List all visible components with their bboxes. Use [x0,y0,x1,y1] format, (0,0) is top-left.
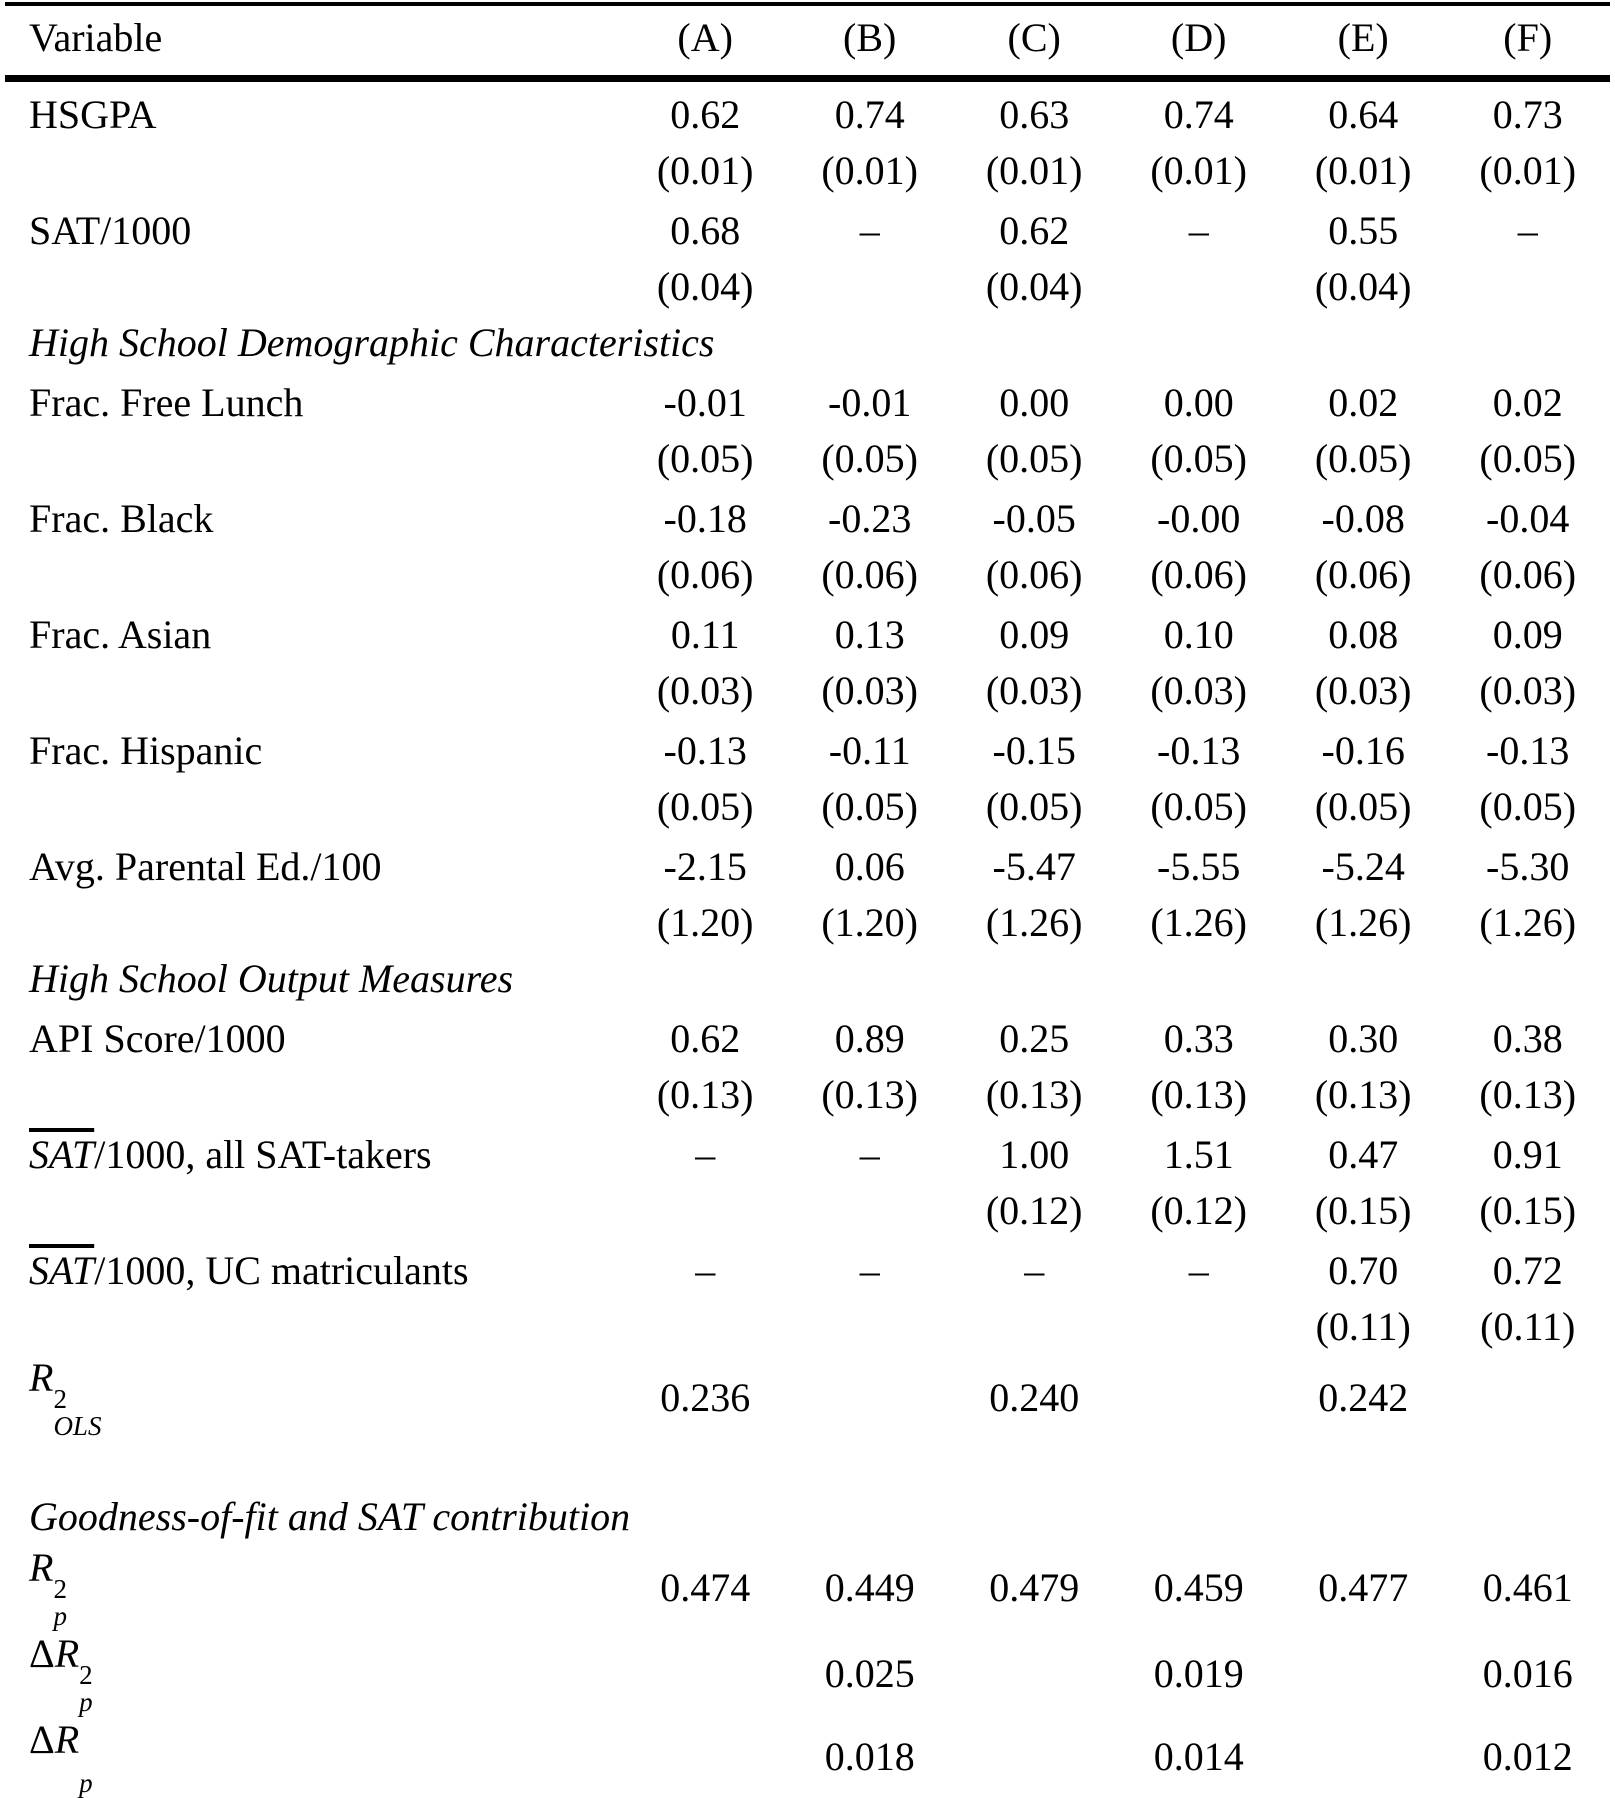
math-supsub [79,1743,93,1797]
variable-row [5,198,1610,258]
section-row [5,950,1610,1006]
coef-value: -0.16 [1321,727,1405,773]
column-header: (E) [1281,4,1446,79]
variable-label-cell [5,834,623,894]
stat-value: 0.459 [1153,1564,1244,1610]
row-label: Frac. Black [29,495,214,541]
stat-value [1116,1354,1281,1440]
math-supsub [53,1386,101,1440]
math-base: R [29,1545,54,1590]
math-base: R [54,1717,80,1762]
math-subscript: p [53,1601,67,1631]
coef-value: -0.01 [663,379,747,425]
coef-value: – [1517,207,1538,253]
section-header [5,950,1610,1006]
variable-row [5,1006,1610,1066]
stat-value [787,1354,952,1440]
stat-value: 0.018 [824,1734,915,1779]
coef-value: 0.73 [1492,91,1563,137]
coef-value: -0.01 [828,379,912,425]
coef-value: -5.55 [1157,843,1241,889]
row-label: Frac. Free Lunch [29,379,304,425]
stderr-value: (0.13) [821,1071,918,1117]
coef-value: 0.13 [834,611,905,657]
stat-value: 0.242 [1318,1374,1409,1420]
stat-value: 0.016 [1482,1650,1573,1696]
coef-value: 0.09 [999,611,1070,657]
stderr-value [1445,258,1610,314]
coef-value: – [1024,1247,1045,1293]
math-base: R [29,1355,54,1400]
coef-value: -0.04 [1486,495,1570,541]
stderr-value: (0.05) [821,783,918,829]
stderr-value [787,258,952,314]
coef-value: – [1188,207,1209,253]
stat-row [5,1354,1610,1440]
stderr-row [5,1066,1610,1122]
coef-value: 0.30 [1328,1015,1399,1061]
stderr-value: (0.13) [985,1071,1083,1117]
stderr-value: (0.03) [1479,667,1577,713]
stderr-value [952,1298,1117,1354]
variable-row [5,486,1610,546]
stderr-value: (0.03) [1150,667,1247,713]
stderr-value: (0.01) [1314,147,1412,193]
stderr-value: (0.13) [1314,1071,1412,1117]
stderr-label-spacer [5,662,623,718]
coef-value: -0.08 [1321,495,1405,541]
math-superscript: 2 [53,1384,67,1414]
stat-value: 0.479 [989,1564,1080,1610]
stderr-label-spacer [5,258,623,314]
column-header: (B) [787,4,952,79]
variable-label-cell [5,1122,623,1182]
stderr-value: (0.06) [821,551,918,597]
math-superscript: 2 [79,1660,93,1690]
coef-value: 0.72 [1492,1247,1563,1293]
variable-label-cell [5,486,623,546]
coef-value: 0.02 [1328,379,1399,425]
stderr-value: (0.04) [656,263,754,309]
coef-value: -0.15 [992,727,1076,773]
stderr-value: (0.12) [1150,1187,1247,1233]
coef-value: 0.74 [834,91,905,137]
coef-value: – [1188,1247,1209,1293]
stderr-row [5,258,1610,314]
regression-results-table [5,2,1610,1797]
stat-value: 0.474 [660,1564,751,1610]
variable-row [5,79,1610,143]
variable-row [5,602,1610,662]
variable-label-cell [5,718,623,778]
coef-value: 0.02 [1492,379,1563,425]
stat-value: 0.014 [1153,1734,1244,1779]
row-label: Frac. Hispanic [29,727,263,773]
variable-label-cell [5,602,623,662]
stderr-value: (1.20) [656,899,754,945]
stderr-row [5,1182,1610,1238]
table-head [5,4,1610,79]
stderr-label-spacer [5,1298,623,1354]
stderr-value: (1.26) [1479,899,1577,945]
stderr-value: (1.26) [1314,899,1412,945]
stat-value [952,1716,1117,1797]
coef-value: 0.11 [670,611,740,657]
stat-row [5,1630,1610,1716]
coef-value: 0.74 [1163,91,1234,137]
stderr-value: (0.01) [656,147,754,193]
coef-value: – [695,1131,716,1177]
section-header [5,314,1610,370]
stat-value [1281,1716,1446,1797]
stat-row [5,1716,1610,1797]
stat-label-cell [5,1354,623,1440]
stderr-label-spacer [5,1182,623,1238]
variable-row [5,834,1610,894]
coef-value: 0.25 [999,1015,1070,1061]
row-label: /1000, all SAT-takers [94,1131,432,1177]
variable-label-cell [5,79,623,143]
stderr-value: (0.04) [1314,263,1412,309]
stderr-value: (0.05) [1150,783,1247,829]
stderr-row [5,430,1610,486]
stderr-value: (1.26) [985,899,1083,945]
section-header [5,1488,1610,1544]
math-subscript: p [79,1768,93,1798]
coef-value: -5.24 [1321,843,1405,889]
stderr-value [1116,1298,1281,1354]
coef-value: -0.13 [663,727,747,773]
stat-value [1445,1354,1610,1440]
row-label: Goodness-of-fit and SAT contribution [29,1493,631,1539]
table-header-row [5,4,1610,79]
stderr-value: (0.05) [985,783,1083,829]
section-row [5,314,1610,370]
stat-value: 0.477 [1318,1564,1409,1610]
stat-value: 0.019 [1153,1650,1244,1696]
stat-value [952,1630,1117,1716]
coef-value: -0.18 [663,495,747,541]
stderr-label-spacer [5,546,623,602]
coef-value: -0.13 [1157,727,1241,773]
coef-value: 0.91 [1492,1131,1563,1177]
stderr-row [5,662,1610,718]
stderr-value: (0.03) [985,667,1083,713]
stderr-value [623,1298,788,1354]
sat-overline: $\overline{SAT}$ [29,1131,95,1177]
coef-value: 0.89 [834,1015,905,1061]
coef-value: -0.23 [828,495,912,541]
row-label: HSGPA [29,91,157,137]
stderr-value: (0.01) [1150,147,1247,193]
math-supsub [79,1662,93,1716]
math-superscript: 2 [53,1574,67,1604]
stat-value: 0.461 [1482,1564,1573,1610]
row-label: Avg. Parental Ed./100 [29,843,382,889]
coef-value: 0.64 [1328,91,1399,137]
stderr-value: (0.05) [1479,783,1577,829]
coef-value: – [859,1131,880,1177]
stderr-value: (0.05) [1150,435,1247,481]
spacer-cell [5,1440,1610,1488]
stderr-value: (0.03) [821,667,918,713]
stderr-value: (0.04) [985,263,1083,309]
stderr-row [5,142,1610,198]
stderr-value: (0.15) [1314,1187,1412,1233]
coef-value: – [859,1247,880,1293]
table-body [5,79,1610,1798]
stderr-label-spacer [5,142,623,198]
coef-value: 0.33 [1163,1015,1234,1061]
stderr-value [787,1298,952,1354]
stderr-value: (0.05) [656,435,754,481]
row-label: Frac. Asian [29,611,212,657]
row-label: High School Demographic Characteristics [29,319,715,365]
coef-value: 0.38 [1492,1015,1563,1061]
variable-label-cell [5,1006,623,1066]
delta-symbol: Δ [29,1717,55,1762]
stat-label-cell [5,1716,623,1797]
stat-value [623,1716,788,1797]
variable-row [5,718,1610,778]
stderr-row [5,1298,1610,1354]
stderr-label-spacer [5,894,623,950]
stderr-value: (0.05) [821,435,918,481]
stderr-value: (0.13) [656,1071,754,1117]
stderr-value [1116,258,1281,314]
coef-value: – [695,1247,716,1293]
stat-value [1281,1630,1446,1716]
delta-symbol: Δ [29,1631,55,1676]
row-label: /1000, UC matriculants [94,1247,469,1293]
stderr-label-spacer [5,430,623,486]
stderr-value: (0.06) [985,551,1083,597]
stderr-value: (1.20) [821,899,918,945]
stderr-value: (0.05) [985,435,1083,481]
coef-value: -0.11 [828,727,911,773]
stderr-value: (0.01) [1479,147,1577,193]
math-base: R [54,1631,80,1676]
stderr-row [5,894,1610,950]
stderr-value: (0.11) [1315,1303,1411,1349]
stderr-value [787,1182,952,1238]
sat-overline: $\overline{SAT}$ [29,1247,95,1293]
stderr-value: (0.05) [1314,435,1412,481]
stderr-value: (0.11) [1480,1303,1576,1349]
stat-value: 0.449 [824,1564,915,1610]
stderr-value: (0.15) [1479,1187,1577,1233]
stderr-value: (0.03) [656,667,754,713]
coef-value: -2.15 [663,843,747,889]
coef-value: – [859,207,880,253]
variable-label-cell [5,1238,623,1298]
variable-row [5,1238,1610,1298]
stderr-value: (0.06) [656,551,754,597]
stderr-value: (0.06) [1150,551,1247,597]
column-header: (D) [1116,4,1281,79]
column-header: (C) [952,4,1117,79]
stderr-value: (0.13) [1479,1071,1577,1117]
stderr-value: (0.05) [1314,783,1412,829]
stat-value [623,1630,788,1716]
stderr-value: (0.01) [821,147,918,193]
coef-value: -0.13 [1486,727,1570,773]
variable-label-cell [5,370,623,430]
stderr-value [623,1182,788,1238]
stderr-row [5,546,1610,602]
row-label: API Score/1000 [29,1015,286,1061]
column-header-variable: Variable [5,4,623,79]
coef-value: -5.30 [1486,843,1570,889]
coef-value: 0.62 [670,1015,741,1061]
stat-value: 0.236 [660,1374,751,1420]
stderr-value: (0.05) [656,783,754,829]
stderr-value: (0.01) [985,147,1083,193]
row-label: SAT/1000 [29,207,192,253]
math-supsub [53,1576,67,1630]
stderr-row [5,778,1610,834]
variable-label-cell [5,198,623,258]
coef-value: 0.08 [1328,611,1399,657]
section-row [5,1488,1610,1544]
stderr-value: (0.06) [1479,551,1577,597]
coef-value: 0.62 [670,91,741,137]
coef-value: 1.00 [999,1131,1070,1177]
coef-value: 0.62 [999,207,1070,253]
stat-value: 0.012 [1482,1734,1573,1779]
stderr-label-spacer [5,1066,623,1122]
stat-row [5,1544,1610,1630]
row-label: High School Output Measures [29,955,514,1001]
coef-value: -0.00 [1157,495,1241,541]
coef-value: 0.68 [670,207,741,253]
stat-value: 0.025 [824,1650,915,1696]
variable-row [5,370,1610,430]
coef-value: 0.47 [1328,1131,1399,1177]
coef-value: 0.00 [1163,379,1234,425]
column-header: (F) [1445,4,1610,79]
math-subscript: OLS [53,1411,102,1441]
coef-value: 0.10 [1163,611,1234,657]
stderr-value: (0.06) [1314,551,1412,597]
column-header: (A) [623,4,788,79]
coef-value: -0.05 [992,495,1076,541]
stderr-label-spacer [5,778,623,834]
stderr-value: (0.05) [1479,435,1577,481]
stat-label-cell [5,1544,623,1630]
coef-value: -5.47 [992,843,1076,889]
variable-row [5,1122,1610,1182]
stderr-value: (0.12) [985,1187,1083,1233]
stderr-value: (0.13) [1150,1071,1247,1117]
coef-value: 0.06 [834,843,905,889]
stat-value: 0.240 [989,1374,1080,1420]
stderr-value: (1.26) [1150,899,1247,945]
coef-value: 0.09 [1492,611,1563,657]
math-subscript: p [79,1687,93,1717]
coef-value: 0.70 [1328,1247,1399,1293]
stat-label-cell [5,1630,623,1716]
coef-value: 0.63 [999,91,1070,137]
coef-value: 0.00 [999,379,1070,425]
coef-value: 1.51 [1163,1131,1234,1177]
spacer-row [5,1440,1610,1488]
coef-value: 0.55 [1328,207,1399,253]
stderr-value: (0.03) [1314,667,1412,713]
